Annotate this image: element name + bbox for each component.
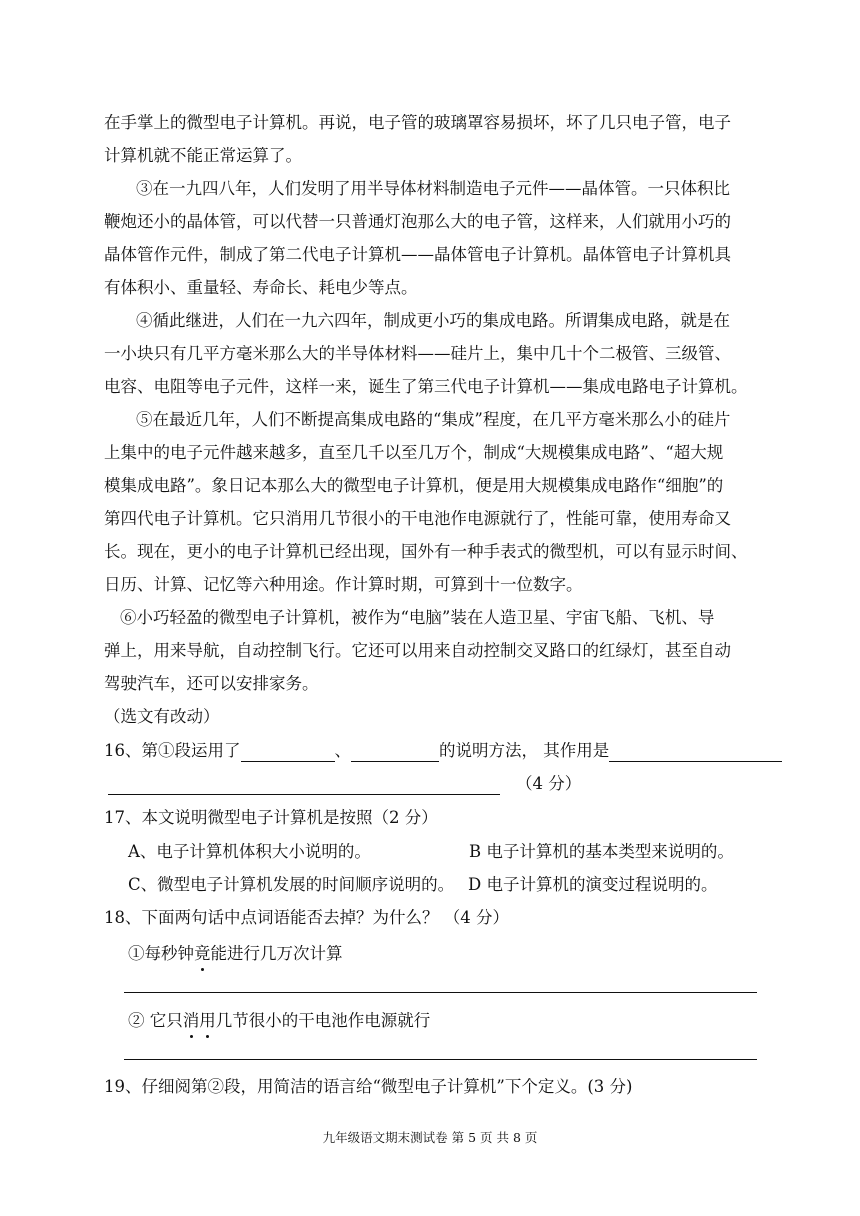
paragraph-5-line: 模集成电路”。象日记本那么大的微型电子计算机，便是用大规模集成电路作“细胞”的 bbox=[104, 476, 724, 495]
emphasized-word: 竟 bbox=[194, 944, 211, 963]
paragraph-4-line: 一小块只有几平方毫米那么大的半导体材料——硅片上，集中几十个二极管、三级管、 bbox=[104, 344, 731, 363]
question-17: 17、本文说明微型电子计算机是按照（2 分） bbox=[104, 808, 438, 827]
emphasized-word: 用 bbox=[199, 1011, 216, 1030]
sentence-2-start: ② 它只 bbox=[128, 1011, 183, 1030]
sentence-1-start: ①每秒钟 bbox=[128, 944, 194, 963]
option-c[interactable]: C、微型电子计算机发展的时间顺序说明的。 bbox=[128, 875, 455, 894]
sentence-2-end: 几节很小的干电池作电源就行 bbox=[215, 1011, 431, 1030]
paragraph-3-line: 晶体管作元件，制成了第二代电子计算机——晶体管电子计算机。晶体管电子计算机具 bbox=[104, 245, 731, 264]
answer-line-2[interactable] bbox=[124, 1059, 757, 1060]
passage-line: 计算机就不能正常运算了。 bbox=[104, 146, 302, 165]
paragraph-3-line: 有体积小、重量轻、寿命长、耗电少等点。 bbox=[104, 278, 418, 297]
question-16 bbox=[104, 740, 782, 762]
paragraph-3-line: ③在一九四八年，人们发明了用半导体材料制造电子元件——晶体管。一只体积比 bbox=[136, 179, 730, 198]
paragraph-4-line: ④循此继进，人们在一九六四年，制成更小巧的集成电路。所谓集成电路，就是在 bbox=[136, 311, 730, 330]
answer-line-1[interactable] bbox=[124, 992, 757, 993]
paragraph-3-line: 鞭炮还小的晶体管，可以代替一只普通灯泡那么大的电子管，这样来，人们就用小巧的 bbox=[104, 212, 731, 231]
option-b[interactable]: B 电子计算机的基本类型来说明的。 bbox=[469, 842, 734, 861]
paragraph-5-line: ⑤在最近几年，人们不断提高集成电路的“集成”程度，在几平方毫米那么小的硅片 bbox=[136, 410, 731, 429]
question-18-sentence-2 bbox=[128, 1010, 430, 1032]
question-18-sentence-1 bbox=[128, 943, 343, 965]
paragraph-6-line: 驾驶汽车，还可以安排家务。 bbox=[104, 674, 319, 693]
page-footer: 九年级语文期末测试卷 第 5 页 共 8 页 bbox=[322, 1130, 538, 1145]
paragraph-6-line: ⑥小巧轻盈的微型电子计算机，被作为“电脑”装在人造卫星、宇宙飞船、飞机、导 bbox=[120, 608, 715, 627]
option-a[interactable]: A、电子计算机体积大小说明的。 bbox=[128, 842, 371, 861]
question-18: 18、下面两句话中点词语能否去掉？为什么？ （4 分） bbox=[104, 908, 509, 927]
question-16-score: （4 分） bbox=[516, 774, 582, 793]
paragraph-5-line: 日历、计算、记忆等六种用途。作计算时期，可算到十一位数字。 bbox=[104, 575, 583, 594]
question-16-prompt-2: 的说明方法， 其作用是 bbox=[439, 741, 610, 760]
question-19: 19、仔细阅第②段，用简洁的语言给“微型电子计算机”下个定义。(3 分) bbox=[104, 1077, 633, 1096]
answer-blank-4[interactable] bbox=[108, 776, 500, 795]
paragraph-6-line: 弹上，用来导航，自动控制飞行。它还可以用来自动控制交叉路口的红绿灯，甚至自动 bbox=[104, 641, 731, 660]
emphasized-word: 消 bbox=[182, 1011, 200, 1030]
paragraph-5-line: 上集中的电子元件越来越多，直至几千以至几万个，制成“大规模集成电路”、“超大规 bbox=[104, 443, 724, 462]
source-note: （选文有改动） bbox=[104, 707, 220, 726]
answer-blank-3[interactable] bbox=[609, 743, 782, 762]
answer-blank-2[interactable] bbox=[351, 743, 439, 762]
paragraph-5-line: 第四代电子计算机。它只消用几节很小的干电池作电源就行了，性能可靠，使用寿命又 bbox=[104, 509, 731, 528]
paragraph-4-line: 电容、电阻等电子元件，这样一来，诞生了第三代电子计算机——集成电路电子计算机。 bbox=[104, 377, 748, 396]
question-16-line-2 bbox=[108, 773, 581, 795]
question-16-separator: 、 bbox=[334, 741, 351, 760]
option-d[interactable]: D 电子计算机的演变过程说明的。 bbox=[468, 875, 718, 894]
passage-line: 在手掌上的微型电子计算机。再说，电子管的玻璃罩容易损坏，坏了几只电子管，电子 bbox=[104, 113, 731, 132]
sentence-1-end: 能进行几万次计算 bbox=[210, 944, 343, 963]
paragraph-5-line: 长。现在，更小的电子计算机已经出现，国外有一种手表式的微型机，可以有显示时间、 bbox=[104, 542, 748, 561]
answer-blank-1[interactable] bbox=[241, 743, 335, 762]
question-16-prompt: 16、第①段运用了 bbox=[104, 741, 241, 760]
